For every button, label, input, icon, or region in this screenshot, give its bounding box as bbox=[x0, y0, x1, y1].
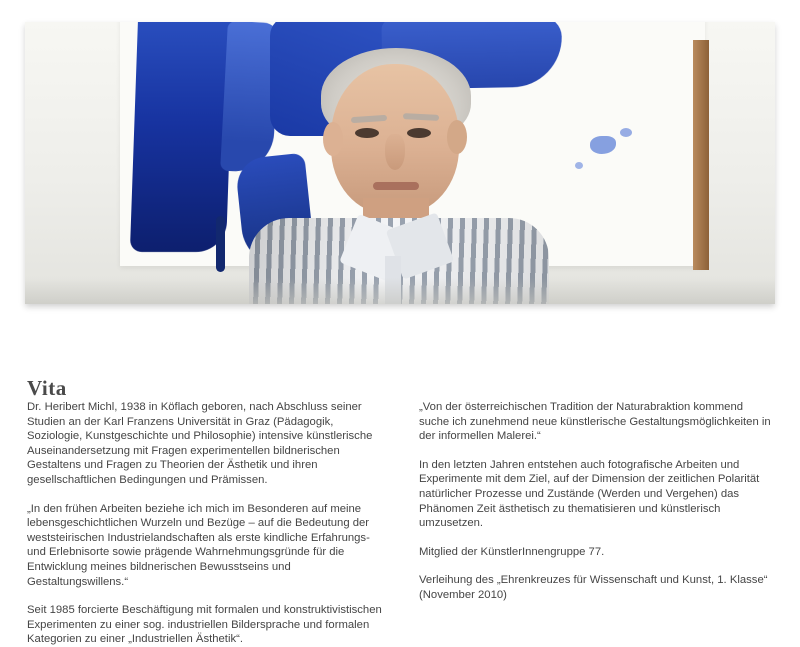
paragraph: Verleihung des „Ehrenkreuzes für Wissenschaft und Kunst, 1. Klasse“ (November 2010) bbox=[419, 574, 768, 601]
mouth bbox=[373, 182, 419, 190]
portrait-photo bbox=[25, 22, 775, 304]
right-column bbox=[419, 400, 775, 647]
paragraph: Dr. Heribert Michl, 1938 in Köflach geboren, nach Abschluss seiner Studien an der Karl Franzens Universität in Graz (Pädagogik, Soziologie, Kunstgeschichte und Philosophie) intensive künstlerische Auseinandersetzung mit Fragen experimentellen bildnerischen Gestaltens und Fragen zu Theorien der Ästhetik und ihren gesellschaftlichen Bedingungen und Prämissen. bbox=[27, 401, 373, 486]
page-title: Vita bbox=[27, 376, 67, 401]
paragraph: „Von der österreichischen Tradition der Naturabraktion kommend suche ich zunehmend neue künstlerische Gestaltungsmöglichkeiten in der informellen Malerei.“ bbox=[419, 401, 771, 443]
paragraph: Seit 1985 forcierte Beschäftigung mit formalen und konstruktivistischen Experimenten zu einer sog. industriellen Bildersprache und formalen Kategorien zu einer „Industriellen Ästhetik“. bbox=[27, 604, 382, 646]
person-portrait bbox=[235, 42, 655, 304]
wooden-frame-edge bbox=[693, 40, 709, 270]
paragraph: Mitglied der KünstlerInnengruppe 77. bbox=[419, 545, 605, 558]
paragraph: In den letzten Jahren entstehen auch fotografische Arbeiten und Experimente mit dem Ziel, auf der Dimension der zeitlichen Polarität natürlicher Prozesse und Zustände (Werden und Vergehen) das Phänomen Zeit ästhetisch zu thematisieren und künstlerisch umzusetzen. bbox=[419, 458, 760, 530]
vita-text-columns bbox=[27, 400, 775, 647]
paint-drip bbox=[216, 216, 225, 272]
photo-scene bbox=[25, 22, 775, 304]
nose bbox=[385, 134, 405, 170]
ear-left bbox=[323, 122, 343, 156]
photo-foreground-shadow bbox=[25, 278, 775, 304]
eye-right bbox=[407, 128, 431, 138]
ear-right bbox=[447, 120, 467, 154]
left-column bbox=[27, 400, 383, 647]
paragraph: „In den frühen Arbeiten beziehe ich mich im Besonderen auf meine lebensgeschichtlichen Wurzeln und Bezüge – auf die Bedeutung der weststeirischen Industrielandschaften als erste kindliche Erfahrungs- und Erlebnisorte sowie prägende Wahrnehmungsgründe für die Entwicklung meines bildnerischen Bewusstseins und Gestaltungswillens.“ bbox=[27, 502, 370, 588]
eye-left bbox=[355, 128, 379, 138]
